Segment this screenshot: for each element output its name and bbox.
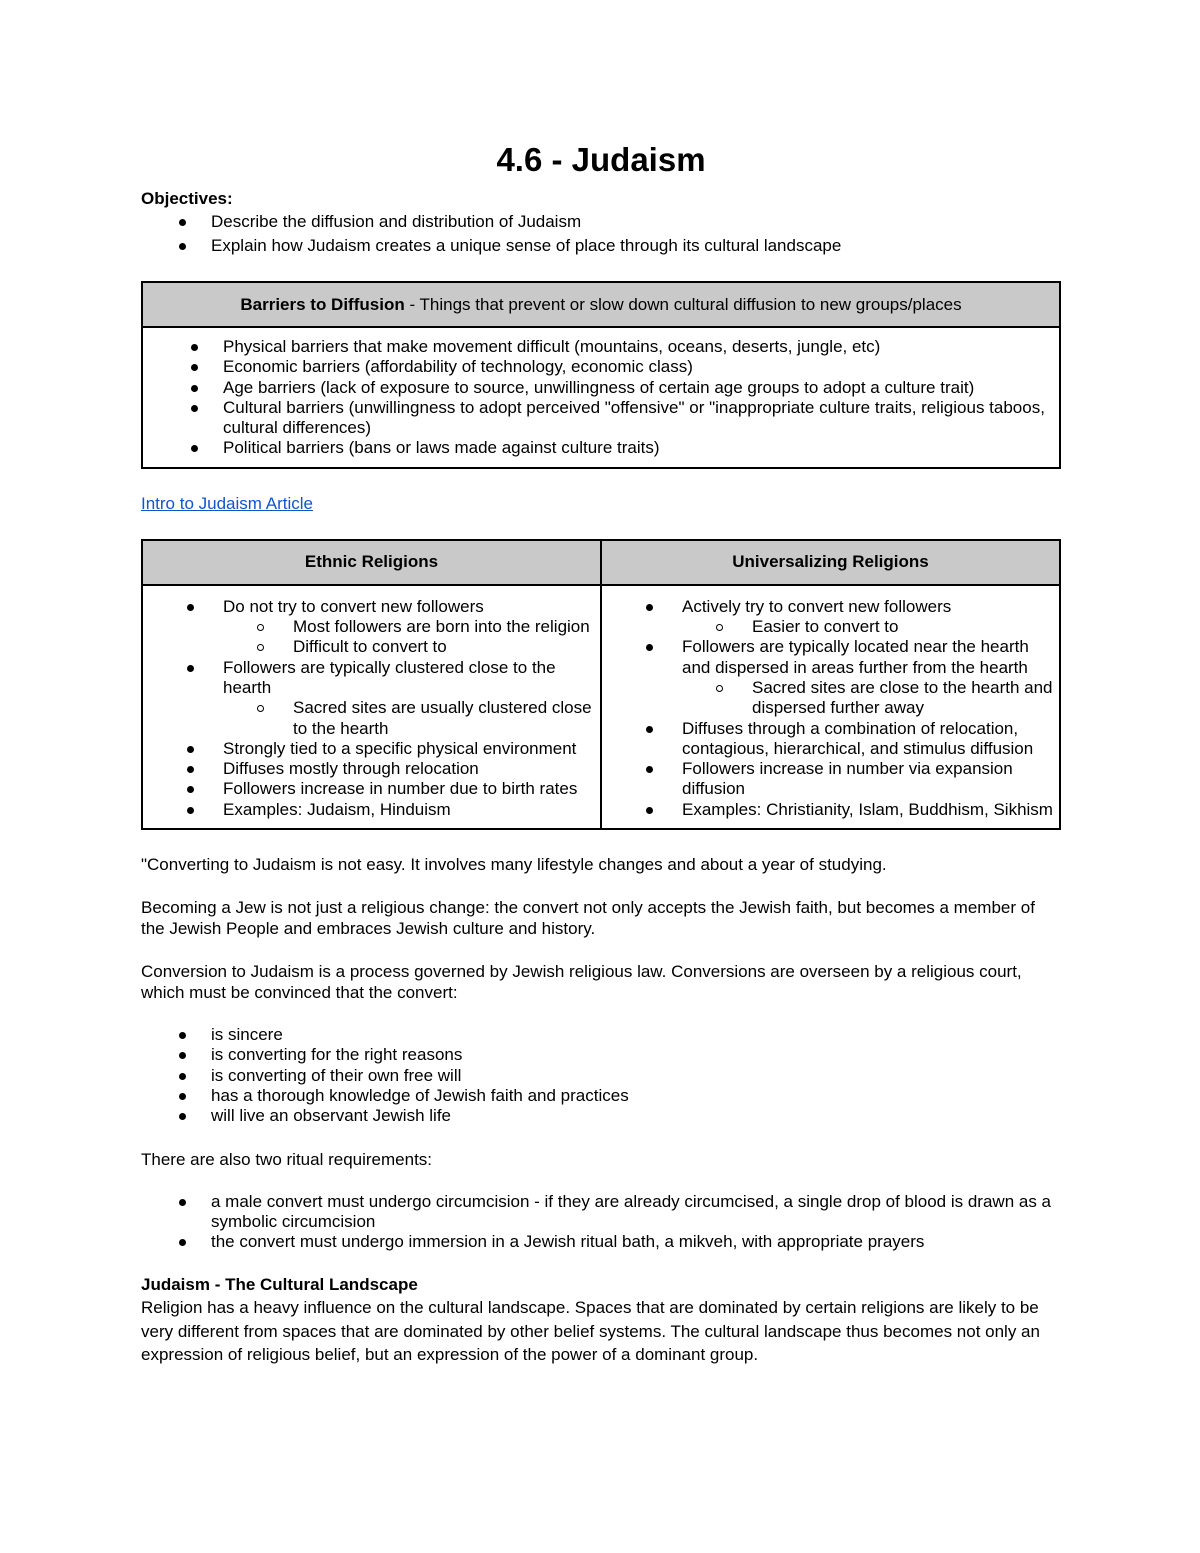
convert-requirements-list <box>141 1025 1061 1126</box>
ritual-requirements-list <box>141 1192 1061 1253</box>
religions-table <box>141 539 1061 830</box>
list-item <box>602 597 1059 638</box>
list-item <box>143 597 600 658</box>
list-item: Political barriers (bans or laws made against culture traits) <box>143 438 1059 458</box>
barriers-header-definition: - Things that prevent or slow down cultural diffusion to new groups/places <box>404 294 962 314</box>
list-item: Explain how Judaism creates a unique sense of place through its cultural landscape <box>141 234 1061 258</box>
list-item: Physical barriers that make movement difficult (mountains, oceans, deserts, jungle, etc) <box>143 337 1059 357</box>
list-item: has a thorough knowledge of Jewish faith and practices <box>141 1086 1061 1106</box>
list-item: the convert must undergo immersion in a Jewish ritual bath, a mikveh, with appropriate prayers <box>141 1232 1061 1252</box>
list-item <box>143 658 600 739</box>
objectives-label: Objectives: <box>141 189 233 208</box>
quote-paragraph-1: "Converting to Judaism is not easy. It involves many lifestyle changes and about a year of studying. <box>141 855 887 875</box>
list-item-text: Actively try to convert new followers <box>682 596 952 616</box>
sub-list <box>223 617 600 658</box>
list-item <box>602 759 1059 800</box>
barriers-table <box>141 281 1061 469</box>
list-item: will live an observant Jewish life <box>141 1106 1061 1126</box>
list-item: a male convert must undergo circumcision - if they are already circumcised, a single drop of blood is drawn as a symbolic circumcision <box>141 1192 1061 1233</box>
sub-list <box>682 617 1059 637</box>
cultural-landscape-body: Religion has a heavy influence on the cultural landscape. Spaces that are dominated by certain religions are likely to be very different from spaces that are dominated by other belief systems. The cultural landscape thus becomes not only an expression of religious belief, but an expression of the power of a dominant group. <box>141 1298 1040 1365</box>
list-item-text: Followers are typically located near the hearth and dispersed in areas further from the hearth <box>682 637 1029 677</box>
list-item-text: Do not try to convert new followers <box>223 596 484 616</box>
ethnic-header: Ethnic Religions <box>142 540 601 585</box>
sub-list <box>682 678 1059 719</box>
barriers-list <box>143 337 1059 459</box>
list-item: Economic barriers (affordability of technology, economic class) <box>143 357 1059 377</box>
barriers-header <box>142 282 1060 327</box>
quote-paragraph-2: Becoming a Jew is not just a religious change: the convert not only accepts the Jewish faith, but becomes a member of the Jewish People and embraces Jewish culture and history. <box>141 898 1035 939</box>
sub-list-item: Most followers are born into the religion <box>223 617 600 637</box>
list-item: Cultural barriers (unwillingness to adopt perceived "offensive" or "inappropriate culture traits, religious taboos, cultural differences) <box>143 398 1059 439</box>
list-item-text: Diffuses through a combination of relocation, contagious, hierarchical, and stimulus diffusion <box>682 718 1034 758</box>
page-title: 4.6 - Judaism <box>496 141 706 178</box>
list-item: is converting of their own free will <box>141 1066 1061 1086</box>
cultural-landscape-heading: Judaism - The Cultural Landscape <box>141 1275 418 1295</box>
document-content <box>141 138 1061 1367</box>
sub-list-item: Difficult to convert to <box>223 637 600 657</box>
list-item-text: Examples: Judaism, Hinduism <box>223 799 451 819</box>
intro-article-link[interactable]: Intro to Judaism Article <box>141 493 313 513</box>
universal-header: Universalizing Religions <box>601 540 1060 585</box>
list-item <box>143 739 600 759</box>
quote-paragraph-3: Conversion to Judaism is a process governed by Jewish religious law. Conversions are overseen by a religious court, which must be convinced that the convert: <box>141 962 1022 1003</box>
list-item: is sincere <box>141 1025 1061 1045</box>
list-item <box>602 637 1059 718</box>
list-item-text: Examples: Christianity, Islam, Buddhism, Sikhism <box>682 799 1053 819</box>
sub-list-item: Easier to convert to <box>682 617 1059 637</box>
list-item-text: Strongly tied to a specific physical environment <box>223 738 577 758</box>
list-item-text: Followers increase in number due to birth rates <box>223 779 578 799</box>
list-item <box>143 759 600 779</box>
list-item <box>143 800 600 820</box>
ethnic-list <box>143 597 600 820</box>
list-item <box>602 800 1059 820</box>
list-item-text: Followers increase in number via expansion diffusion <box>682 759 1013 799</box>
list-item: Describe the diffusion and distribution of Judaism <box>141 210 1061 234</box>
sub-list-item: Sacred sites are close to the hearth and dispersed further away <box>682 678 1059 719</box>
barriers-header-term: Barriers to Diffusion <box>240 294 405 314</box>
universal-list <box>602 597 1059 820</box>
quote-paragraph-4: There are also two ritual requirements: <box>141 1149 433 1169</box>
list-item: Age barriers (lack of exposure to source, unwillingness of certain age groups to adopt a culture trait) <box>143 378 1059 398</box>
ethnic-cell <box>142 585 601 829</box>
sub-list <box>223 698 600 739</box>
universal-cell <box>601 585 1060 829</box>
list-item <box>602 719 1059 760</box>
list-item-text: Followers are typically clustered close to the hearth <box>223 657 556 697</box>
sub-list-item: Sacred sites are usually clustered close to the hearth <box>223 698 600 739</box>
list-item <box>143 779 600 799</box>
objectives-list <box>141 210 1061 258</box>
barriers-cell <box>142 327 1060 468</box>
list-item: is converting for the right reasons <box>141 1045 1061 1065</box>
list-item-text: Diffuses mostly through relocation <box>223 759 479 779</box>
